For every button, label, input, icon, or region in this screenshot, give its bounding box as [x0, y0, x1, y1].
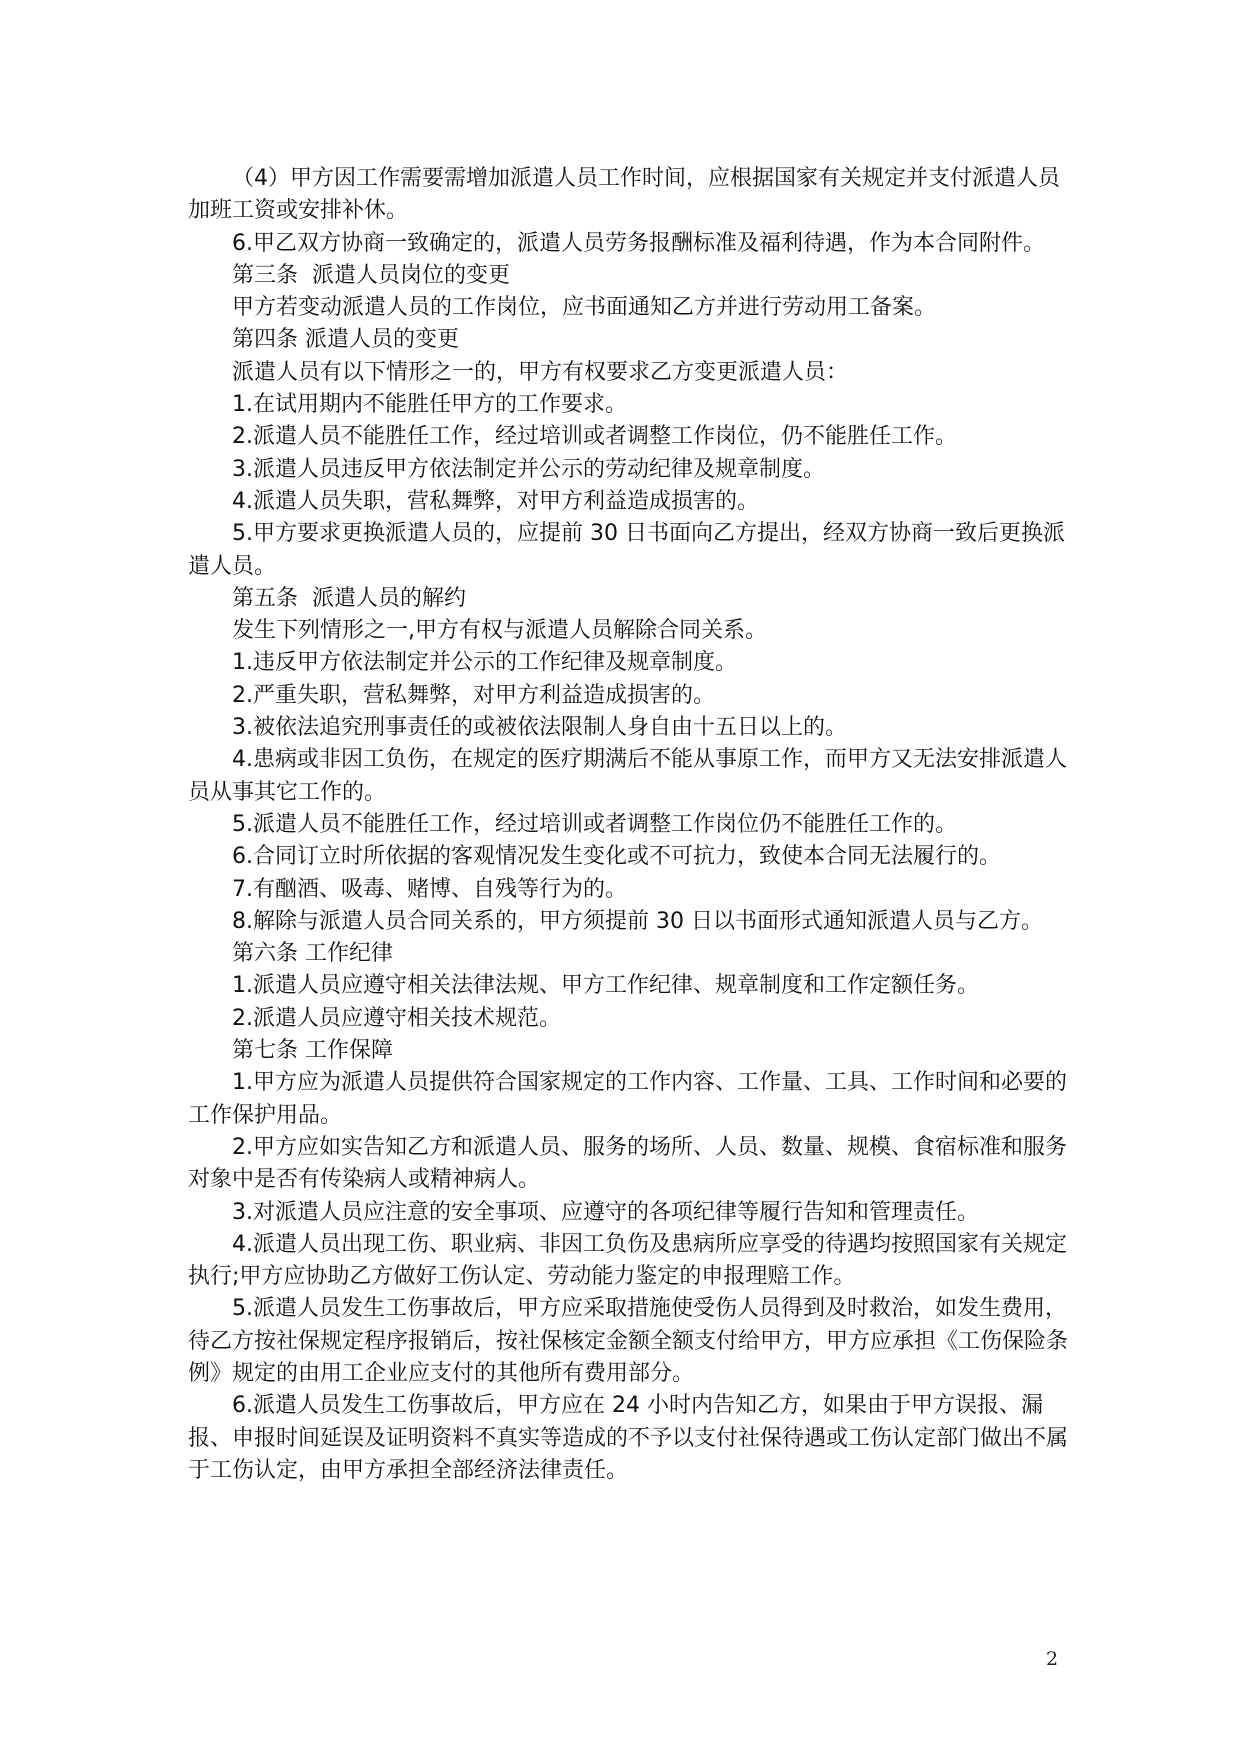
list-item: 1.派遣人员应遵守相关法律法规、甲方工作纪律、规章制度和工作定额任务。: [232, 973, 979, 999]
list-item: 6.合同订立时所依据的客观情况发生变化或不可抗力，致使本合同无法履行的。: [232, 844, 1001, 870]
list-item: 2.派遣人员应遵守相关技术规范。: [232, 1005, 561, 1031]
page-number: 2: [1046, 1648, 1059, 1670]
list-item: 4.派遣人员失职，营私舞弊，对甲方利益造成损害的。: [232, 488, 759, 514]
list-item: 1.甲方应为派遣人员提供符合国家规定的工作内容、工作量、工具、工作时间和必要的工作保护用品。: [188, 1070, 1067, 1128]
list-item: 5.派遣人员发生工伤事故后，甲方应采取措施使受伤人员得到及时救治，如发生费用，待乙方按社保规定程序报销后，按社保核定金额全额支付给甲方，甲方应承担《工伤保险条例》规定的由用工企业应支付的其他所有费用部分。: [188, 1296, 1069, 1386]
paragraph: 发生下列情形之一,甲方有权与派遣人员解除合同关系。: [232, 618, 767, 644]
list-item: 4.患病或非因工负伤，在规定的医疗期满后不能从事原工作，而甲方又无法安排派遣人员从事其它工作的。: [188, 747, 1067, 805]
paragraph: （4）甲方因工作需要需增加派遣人员工作时间，应根据国家有关规定并支付派遣人员加班工资或安排补休。: [188, 166, 1060, 224]
list-item: 3.被依法追究刑事责任的或被依法限制人身自由十五日以上的。: [232, 715, 847, 741]
paragraph: 派遣人员有以下情形之一的，甲方有权要求乙方变更派遣人员：: [232, 359, 849, 385]
list-item: 5.派遣人员不能胜任工作，经过培训或者调整工作岗位仍不能胜任工作的。: [232, 811, 957, 837]
section-heading: 第六条 工作纪律: [232, 941, 393, 967]
list-item: 2.派遣人员不能胜任工作，经过培训或者调整工作岗位，仍不能胜任工作。: [232, 424, 957, 450]
list-item: 3.对派遣人员应注意的安全事项、应遵守的各项纪律等履行告知和管理责任。: [232, 1199, 979, 1225]
list-item: 1.违反甲方依法制定并公示的工作纪律及规章制度。: [232, 650, 737, 676]
paragraph: 甲方若变动派遣人员的工作岗位，应书面通知乙方并进行劳动用工备案。: [232, 295, 937, 321]
list-item: 2.严重失职，营私舞弊，对甲方利益造成损害的。: [232, 682, 715, 708]
list-item: 6.派遣人员发生工伤事故后，甲方应在 24 小时内告知乙方，如果由于甲方误报、漏报、申报时间延误及证明资料不真实等造成的不予以支付社保待遇或工伤认定部门做出不属于工伤认定，由甲方承担全部经济法律责任。: [188, 1393, 1069, 1483]
section-heading: 第七条 工作保障: [232, 1038, 393, 1064]
list-item: 4.派遣人员出现工伤、职业病、非因工负伤及患病所应享受的待遇均按照国家有关规定执行;甲方应协助乙方做好工伤认定、劳动能力鉴定的申报理赔工作。: [188, 1231, 1067, 1290]
list-item: 8.解除与派遣人员合同关系的，甲方须提前 30 日以书面形式通知派遣人员与乙方。: [232, 908, 1043, 934]
list-item: 2.甲方应如实告知乙方和派遣人员、服务的场所、人员、数量、规模、食宿标准和服务对象中是否有传染病人或精神病人。: [188, 1134, 1067, 1193]
document-body: [188, 163, 1068, 1487]
list-item: 1.在试用期内不能胜任甲方的工作要求。: [232, 392, 627, 418]
section-heading: 第三条 派遣人员岗位的变更: [232, 262, 510, 288]
section-heading: 第五条 派遣人员的解约: [232, 585, 466, 611]
paragraph: 6.甲乙双方协商一致确定的，派遣人员劳务报酬标准及福利待遇，作为本合同附件。: [232, 230, 1045, 256]
list-item: 3.派遣人员违反甲方依法制定并公示的劳动纪律及规章制度。: [232, 456, 825, 482]
section-heading: 第四条 派遣人员的变更: [232, 327, 459, 353]
list-item: 7.有酗酒、吸毒、赌博、自残等行为的。: [232, 876, 627, 902]
list-item: 5.甲方要求更换派遣人员的，应提前 30 日书面向乙方提出，经双方协商一致后更换派遣人员。: [188, 521, 1065, 579]
